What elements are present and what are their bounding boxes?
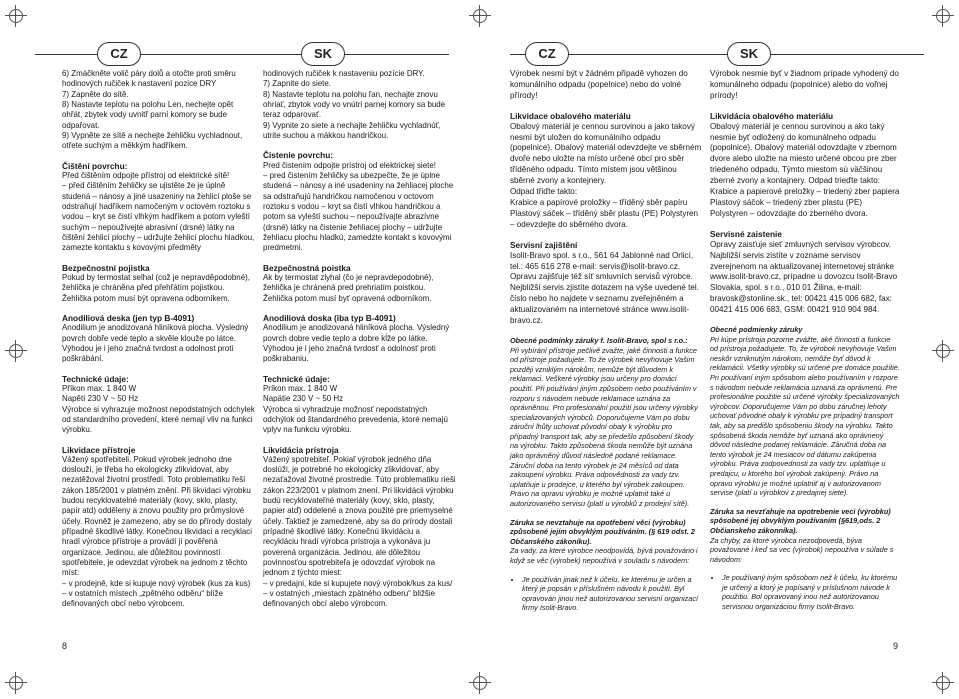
paragraph: Obalový materiál je cennou surovinou a jako takový nesmí být uložen do komunálního odpadu (popelnice). Obalový materiál odevzdejte ve sběrném dvoře nebo uložte na místo určené obcí pro sběr tříděného odpadu. Tímto místem jsou většinou sběrné zvony a kontejnery. Odpad třiďte takto: Krabice a papírové proložky – tříděný sběr papíru Plastový sáček – tříděný sběr plastu (PE) Polystyren – odevzdejte do sběrného dvora.	[510, 121, 702, 229]
paragraph: Anodilium je anodizovaná hliníková plocha. Výsledný povrch dobre vedie teplo a dobre kĺže po látke. Výhodou je i jeho značná tvrdosť a odolnosť proti poškrabaniu.	[263, 323, 450, 364]
language-badge-cz: CZ	[525, 42, 569, 66]
column-sk-left	[263, 69, 456, 619]
language-bar-right	[510, 41, 924, 67]
header-rule	[510, 54, 924, 55]
section-heading: Záruka sa nevzťahuje na opotrebenie veci (výrobku) spôsobené jej obvyklým používaním (§619,ods. 2 Občianskeho zákonníka).	[710, 506, 891, 535]
section-heading: Čistenie povrchu:	[263, 150, 334, 161]
paragraph: Obalový materiál je cennou surovinou a ako taký nesmie byť odložený do komunálneho odpadu (popolnice). Obalový materiál odovzdajte v zbernom dvore alebo uložte na miesto určené obcou pre zber triedeného odpadu. Týmto miestom sú väčšinou zberné zvony a kontajnery. Odpad trieďte takto: Krabice a papierové preložky – triedený zber papiera Plastový sáčok – triedený zber plastu (PE) Polystyren – odovzdajte do zberného dvora.	[710, 121, 900, 218]
paragraph: Za chyby, za ktoré výrobca nezodpovedá, býva považované i keď sa vec (výrobok) nepoužíva v súlade s návodom:	[710, 535, 894, 564]
registration-mark-mid-left	[5, 340, 27, 362]
paragraph: Výrobek nesmí být v žádném případě vyhozen do komunálního odpadu (popelnice) nebo do volné přírody!	[510, 69, 688, 100]
section-heading: Bezpečnostná poistka	[263, 262, 351, 273]
tech-specs: Příkon max. 1 840 W Napětí 230 V ~ 50 Hz Výrobce si vyhrazuje možnost nepodstatných odchylek od standardního provedení, které nemají vliv na funkci výrobku.	[62, 383, 255, 435]
section-heading: Obecné podmínky záruky f. Isolit-Bravo, spol s r.o.:	[510, 335, 688, 345]
paragraph: Opravy zaisťuje sieť zmluvných servisov výrobcov. Najbližší servis zistíte v zozname servisov zverejnenom na aktualizovanej internetovej stránke www.isolit-bravo.cz, prípadne u dovozcu Isolit-Bravo Slovakia, spol. s r.o., 010 01 Žilina, e-mail: bravosk@stonline.sk., tel: 00421 415 006 682, fax: 00421 415 006 683, GSM: 00421 910 904 984.	[710, 239, 898, 315]
section-heading: Likvidácia obalového materiálu	[710, 110, 834, 121]
paragraph: Pri kúpe prístroja pozorne zvážte, aké činnosti a funkcie od prístroja požadujete. To, že výrobok nevyhovuje Vašim neskôr vzniknutým nárokom, nemôže byť dôvod k reklamácii. Všetky výrobky sú určené pre domáce použitie. Pri používaní iným spôsobom alebo používaním v rozpore s návodom nebude reklamácia uznaná za oprávnenú. Pre profesionálne použitie sú určené výrobky špecializovaných výrobcov. Doporučujeme Vám po dobu záručnej lehoty uchovať pôvodné obaly k výrobku pre prípadný transport tak, aby sa predišlo spôsobeniu škody na výrobku. Takto spôsobená škoda nemôže byť uznaná ako oprávnený dôvod následne podanej reklamácie. Záručná doba na tento výrobok je 24 mesiacov od dátumu zakúpenia výrobku. Práva zodpovednosti za vady tzv. uplatňuje u predajcu, u ktorého bol výrobok zakúpený. Právo na opravu výrobku je možné uplatniť aj v autorizovanom servise (platí u výrobkov z predajnej siete).	[710, 334, 900, 498]
registration-mark-top-right	[932, 5, 954, 27]
section-heading: Likvidace přístroje	[62, 444, 136, 455]
registration-mark-bottom-center	[469, 672, 491, 694]
registration-mark-bottom-right	[932, 672, 954, 694]
registration-mark-bottom-left	[5, 672, 27, 694]
paragraph: Výrobok nesmie byť v žiadnom prípade vyhodený do komunálneho odpadu (popolnice) alebo do voľnej prírody!	[710, 69, 899, 100]
paragraph: 6) Zmáčkněte volič páry dolů a otočte proti směru hodinových ručiček k nastavení pozice DRY 7) Zapněte do sítě. 8) Nastavte teplotu na polohu Len, nechejte opět ohřát, zbytek vody uvnitř parní komory se bude odpařovat. 9) Vypněte ze sítě a nechejte žehličku vychladnout, otřete suchým a měkkým hadříkem.	[62, 69, 243, 151]
section-heading: Anodiliová doska (iba typ B-4091)	[263, 312, 396, 323]
page-number-right: 9	[893, 641, 899, 651]
paragraph: Anodilium je anodizovaná hliníková plocha. Výsledný povrch dobře vede teplo a skvěle klouže po látce. Výhodou je i jeho značná tvrdost a odolnost proti poškrábání.	[62, 323, 249, 364]
paragraph: Isolit-Bravo spol. s r.o., 561 64 Jablonné nad Orlicí, tel.: 465 616 278 e-mail: servis@isolit-bravo.cz. Opravu zajišťuje též síť smluvních servisů výrobce. Nejbližší servis zjistíte dotazem na výše uvedené tel. číslo nebo ho najdete v seznamu zveřejněném a aktualizovaném na internetové stránce www.isolit-bravo.cz.	[510, 250, 699, 326]
column-cz-right	[510, 69, 702, 613]
section-heading: Likvidace obalového materiálu	[510, 110, 631, 121]
section-heading: Servisné zaistenie	[710, 228, 782, 239]
paragraph: Ak by termostat zlyhal (čo je nepravdepodobné), žehlička je chránená pred prehriatím poistkou. Žehlička potom musí byť opravená odborníkom.	[263, 272, 434, 303]
section-heading: Likvidácia prístroja	[263, 444, 339, 455]
section-heading: Servisní zajištění	[510, 239, 578, 250]
language-bar-left	[35, 41, 449, 67]
section-heading: Čištění povrchu:	[62, 160, 128, 171]
section-heading: Záruka se nevztahuje na opotřebení věci (výrobku) způsobené jejím obvyklým používáním. (§ 619 odst. 2 Občanského zákoníku).	[510, 517, 695, 546]
tech-specs: Príkon max. 1 840 W Napätie 230 V ~ 50 Hz Výrobca si vyhradzuje možnosť nepodstatných odchýlok od štandardného prevedenia, ktoré nemajú vplyv na funkciu výrobku.	[263, 383, 448, 435]
registration-mark-top-center	[469, 5, 491, 27]
list	[522, 575, 702, 613]
section-heading: Bezpečnostní pojistka	[62, 262, 150, 273]
paragraph: Vážený spotřebiteli. Pokud výrobek jednoho dne doslouží, je třeba ho ekologicky zlikvidovat, aby nezatěžoval životní prostředí. Toto problematiku řeší zákon 185/2001 v platném znění. Při likvidaci výrobku budou recyklovatelné materiály (kovy, sklo, plasty, papír atd) odděleny a znovu použity pro průmyslové účely. Rovněž je zamezeno, aby se do přírody dostaly případné škodlivé látky. Konečnou likvidaci a recyklaci hradí výrobce přístroje a provádí jí pověřená organizace. Jedinou, ale důležitou povinností spotřebitele, je odevzdat výrobek na jednom z těchto míst: – v prodejně, kde si kupuje nový výrobek (kus za kus) – v ostatních místech „zpětného odběru“ blíže definovaných obcí nebo výrobcem.	[62, 454, 253, 609]
section-heading: Technické údaje:	[263, 373, 330, 384]
paragraph: Při vybírání přístroje pečlivě zvažte, jaké činnosti a funkce od přístroje požadujete. To že výrobek nevyhovuje Vašim později vzniklým nárokům, nemůže být důvodem k reklamaci. Veškeré výrobky jsou určeny pro domácí použití. Při používání jiným způsobem nebo používáním v rozporu s návodem nebude reklamace uznána za oprávněnou. Pro profesionální použití jsou určeny výrobky specializovaných výrobců. Doporučujeme Vám po dobu záruční lhůty uchovat původní obaly k výrobku pro případný transport tak, aby se předešlo způsobení škody na výrobku. Takto způsobená škoda nemůže být uznána jako oprávněný důvod následně podané reklamace. Záruční doba na tento výrobek je 24 měsíců od data zakoupení výrobku. Práva odpovědnosti za vady tzv. uplatňuje u prodejce, u kterého byl výrobek zakoupen. Právo na opravu výrobku je možné uplatnit také u autorizovaného servisu (platí u výrobků z prodejní sítě).	[510, 345, 698, 509]
paragraph: Pokud by termostat selhal (což je nepravděpodobné), žehlička je chráněna před přehřátím pojistkou. Žehlička potom musí být opravena odborníkem.	[62, 272, 250, 303]
registration-mark-mid-right	[932, 340, 954, 362]
language-badge-cz: CZ	[97, 42, 141, 66]
section-heading: Obecné podmienky záruky	[710, 325, 803, 335]
page-number-left: 8	[62, 641, 68, 651]
list-item: • Je používaný iným spôsobom než k účelu, ku ktorému je určený a ktorý je popísaný v príslušnom návode k použitiu. Bol opravovaný inou než autorizovanou servisnou organizáciou firmy Isolit-Bravo.	[722, 573, 900, 611]
language-badge-sk: SK	[727, 42, 771, 66]
column-sk-right	[710, 69, 900, 612]
column-cz-left	[62, 69, 255, 619]
paragraph: hodinových ručiček k nastaveniu pozície DRY. 7) Zapnite do siete. 8) Nastavte teplotu na polohu ľan, nechajte znovu ohriať, zbytok vody vo vnútri parnej komory sa bude teraz odparovať. 9) Vypnite zo siete a nechajte žehličku vychladnúť, utrite suchou a mäkkou handričkou.	[263, 69, 446, 140]
paragraph: Vážený spotrebiteľ. Pokiaľ výrobok jedného dňa doslúži, je potrebné ho ekologicky zlikvidovať, aby nezaťažoval životné prostredie. Túto problematiku rieši zákon 223/2001 v platnom znení. Pri likvidácii výrobku budú recyklovateľné materiály (kovy, sklo, plasty, papier atď) oddelené a znova použité pre priemyselné účely. Taktiež je zamedzené, aby sa do prírody dostali prípadné škodlivé látky. Konečnú likvidáciu a recykláciu hradí výrobca prístroja a vykonáva ju poverená organizácia. Jedinou, ale dôležitou povinnosťou spotrebiteľa je odovzdať výrobok na jednom z týchto miest: – v predajni, kde si kupujete nový výrobok/kus za kus/ – v ostatných „miestach zpätného odberu“ bližšie definovaných obcí alebo výrobcom.	[263, 454, 456, 609]
list	[722, 573, 900, 611]
list-item: • Je používán jinak než k účelu, ke kterému je určen a který je popsán v příslušném návodu k použití. Byl opravován jinou než autorizovanou servisní organizací firmy Isolit-Bravo.	[522, 575, 702, 613]
paragraph: Pred čistením odpojte prístroj od elektrickej siete! – pred čistením žehličky sa ubezpečte, že je úplne studená – nánosy a iné usadeniny na žehliacej ploche sa odstraňujú handričkou namočenou v octovom roztoku s vodou – kryt sa čistí vlhkou handričkou a potom sa vyleští suchou – nepoužívajte abrazívne (drsné) látky na čistenie žehliacej plochy – udržujte žehliacu plochu hladkú, zamedzte kontakt s kovovými predmetmi.	[263, 160, 454, 253]
section-heading: Technické údaje:	[62, 373, 129, 384]
section-heading: Anodiliová deska (jen typ B-4091)	[62, 312, 195, 323]
paragraph: Za vady, za které výrobce neodpovídá, bývá považováno i když se věc (výrobek) nepoužívá v souladu s návodem:	[510, 546, 698, 565]
registration-mark-top-left	[5, 5, 27, 27]
paragraph: Před čištěním odpojte přístroj od elektrické sítě! – před čištěním žehličky se ujistěte že je úplně studená – nánosy a jiné usazeniny na žehlicí ploše se odstraňují hadříkem namočeným v octovém roztoku s vodou – kryt se čistí vlhkým hadříkem a potom vyleští suchým – nepoužívejte abrasivní (drsné) látky na čištění žehlicí plochy – udržujte žehlicí plochu hladkou, zamezte kontaktu s kovovými předměty	[62, 170, 255, 253]
language-badge-sk: SK	[301, 42, 345, 66]
